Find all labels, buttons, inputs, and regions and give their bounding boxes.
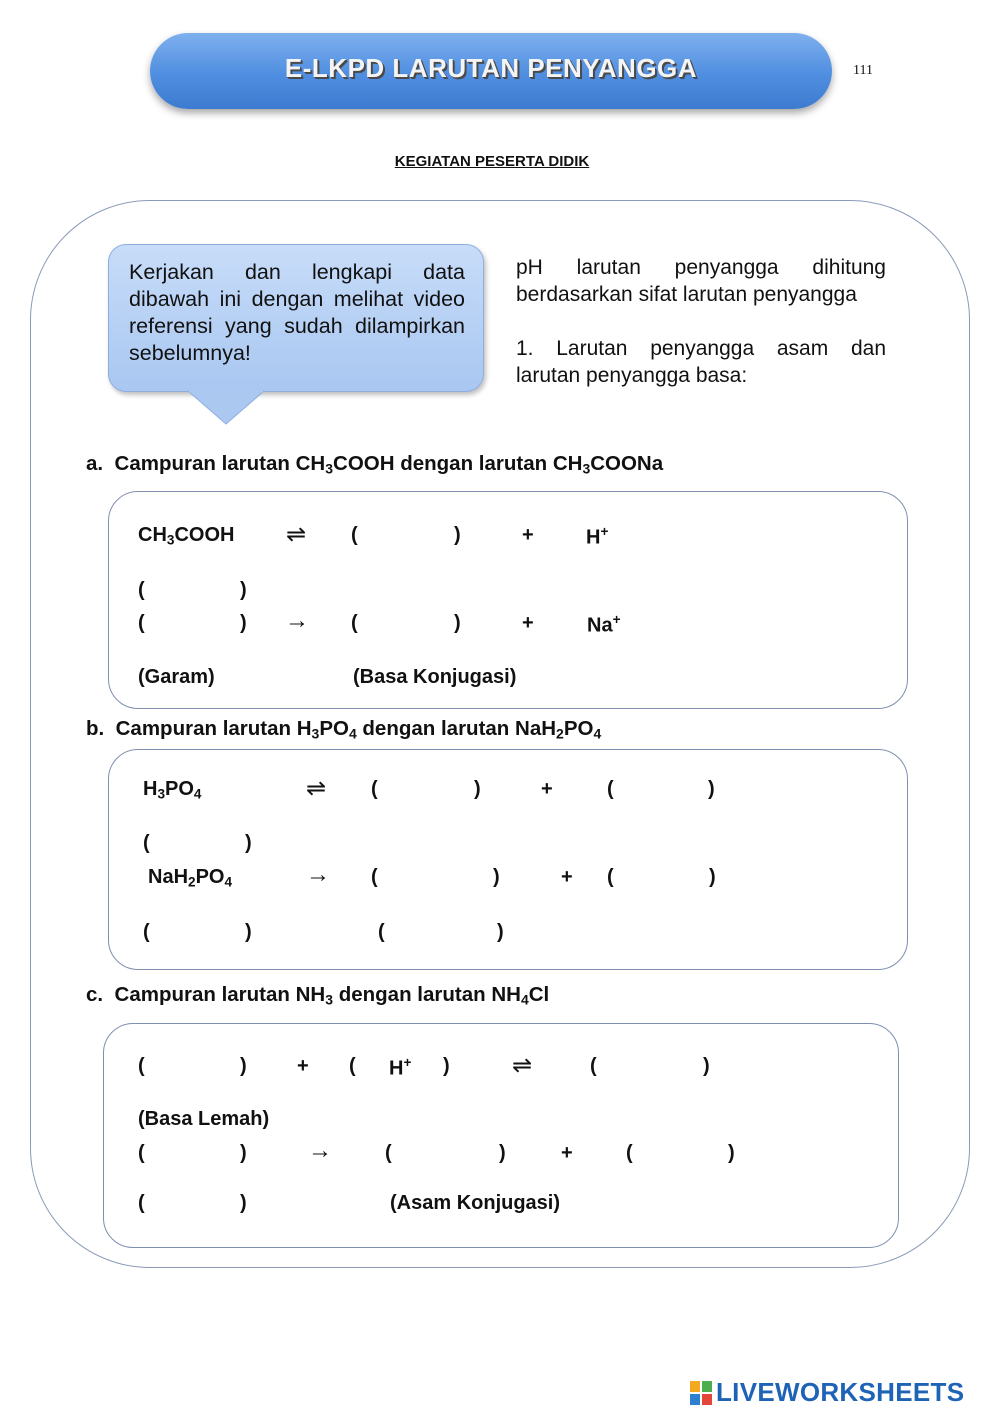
question-a-title: a. Campuran larutan $CH_3COOH$ dengan larutan $CH_3COONa$ xyxy=(86,452,664,477)
blank-open: ( xyxy=(371,778,378,800)
blank-close: ) xyxy=(454,524,461,546)
blank-close: ) xyxy=(454,612,461,634)
plus-sign: + xyxy=(541,778,553,800)
blank-open: ( xyxy=(138,1192,145,1214)
blank-close: ) xyxy=(240,1055,247,1077)
bubble-pointer xyxy=(188,390,264,426)
reaction-arrow: → xyxy=(306,861,330,888)
blank-open: ( xyxy=(590,1055,597,1077)
question-b-title: b. Campuran larutan $H_3PO_4$ dengan larutan $NaH_2PO_4$ xyxy=(86,717,602,742)
blank-close: ) xyxy=(497,921,504,943)
blank-close: ) xyxy=(245,832,252,854)
ion-na-plus: Na+ xyxy=(587,612,621,637)
ion-h-plus: H+ xyxy=(586,524,609,549)
worksheet-title: E-LKPD LARUTAN PENYANGGA xyxy=(284,53,698,83)
blank-open: ( xyxy=(351,612,358,634)
blank-close: ) xyxy=(709,866,716,888)
blank-open: ( xyxy=(607,778,614,800)
reaction-arrow: → xyxy=(308,1137,332,1164)
blank-close: ) xyxy=(703,1055,710,1077)
reaction-box-b xyxy=(108,749,908,970)
plus-sign: + xyxy=(561,866,573,888)
blank-open: ( xyxy=(143,832,150,854)
blank-close: ) xyxy=(443,1055,450,1077)
blank-open: ( xyxy=(349,1055,356,1077)
plus-sign: + xyxy=(522,524,534,546)
label-basa-lemah: (Basa Lemah) xyxy=(138,1108,270,1130)
blank-close: ) xyxy=(240,579,247,601)
blank-close: ) xyxy=(240,1142,247,1164)
blank-close: ) xyxy=(240,612,247,634)
blank-open: ( xyxy=(138,579,145,601)
blank-open: ( xyxy=(378,921,385,943)
plus-sign: + xyxy=(522,612,534,634)
label-garam: (Garam) xyxy=(138,666,215,688)
question-c-title: c. Campuran larutan $NH_3$ dengan larutan $NH_4Cl$ xyxy=(86,983,550,1008)
blank-close: ) xyxy=(708,778,715,800)
page-number: 111 xyxy=(853,63,873,78)
intro-text xyxy=(516,254,886,389)
liveworksheets-logo-icon xyxy=(690,1381,712,1405)
reactant-nah2po4: $NaH_2PO_4$ xyxy=(148,866,233,890)
plus-sign: + xyxy=(297,1055,309,1077)
label-basa-konjugasi: (Basa Konjugasi) xyxy=(353,666,517,688)
equilibrium-arrow: ⇌ xyxy=(286,521,307,548)
blank-close: ) xyxy=(245,921,252,943)
blank-close: ) xyxy=(493,866,500,888)
label-asam-konjugasi: (Asam Konjugasi) xyxy=(390,1192,561,1214)
blank-close: ) xyxy=(474,778,481,800)
liveworksheets-logo[interactable] xyxy=(690,1377,990,1409)
ion-h-plus: H+ xyxy=(389,1055,412,1080)
reactant-h3po4: $H_3PO_4$ xyxy=(143,778,202,802)
reaction-arrow: → xyxy=(285,607,309,634)
blank-open: ( xyxy=(138,1055,145,1077)
instruction-text: Kerjakan dan lengkapi data dibawah ini dengan melihat video referensi yang sudah dilampirkan sebelumnya! xyxy=(129,260,465,365)
blank-open: ( xyxy=(138,612,145,634)
intro-paragraph-2: 1. Larutan penyangga asam dan larutan penyangga basa: xyxy=(516,337,886,387)
instruction-bubble xyxy=(108,244,484,392)
section-title: KEGIATAN PESERTA DIDIK xyxy=(394,153,590,170)
blank-open: ( xyxy=(385,1142,392,1164)
blank-open: ( xyxy=(351,524,358,546)
blank-open: ( xyxy=(371,866,378,888)
intro-paragraph-1: pH larutan penyangga dihitung berdasarkan sifat larutan penyangga xyxy=(516,256,886,306)
blank-open: ( xyxy=(143,921,150,943)
blank-close: ) xyxy=(728,1142,735,1164)
equilibrium-arrow: ⇌ xyxy=(512,1052,533,1079)
blank-close: ) xyxy=(499,1142,506,1164)
liveworksheets-logo-text: LIVEWORKSHEETS xyxy=(716,1377,965,1407)
plus-sign: + xyxy=(561,1142,573,1164)
blank-open: ( xyxy=(138,1142,145,1164)
title-banner xyxy=(150,33,832,109)
blank-close: ) xyxy=(240,1192,247,1214)
equilibrium-arrow: ⇌ xyxy=(306,775,327,802)
reactant-ch3cooh: $CH_3COOH$ xyxy=(138,524,235,548)
blank-open: ( xyxy=(607,866,614,888)
blank-open: ( xyxy=(626,1142,633,1164)
